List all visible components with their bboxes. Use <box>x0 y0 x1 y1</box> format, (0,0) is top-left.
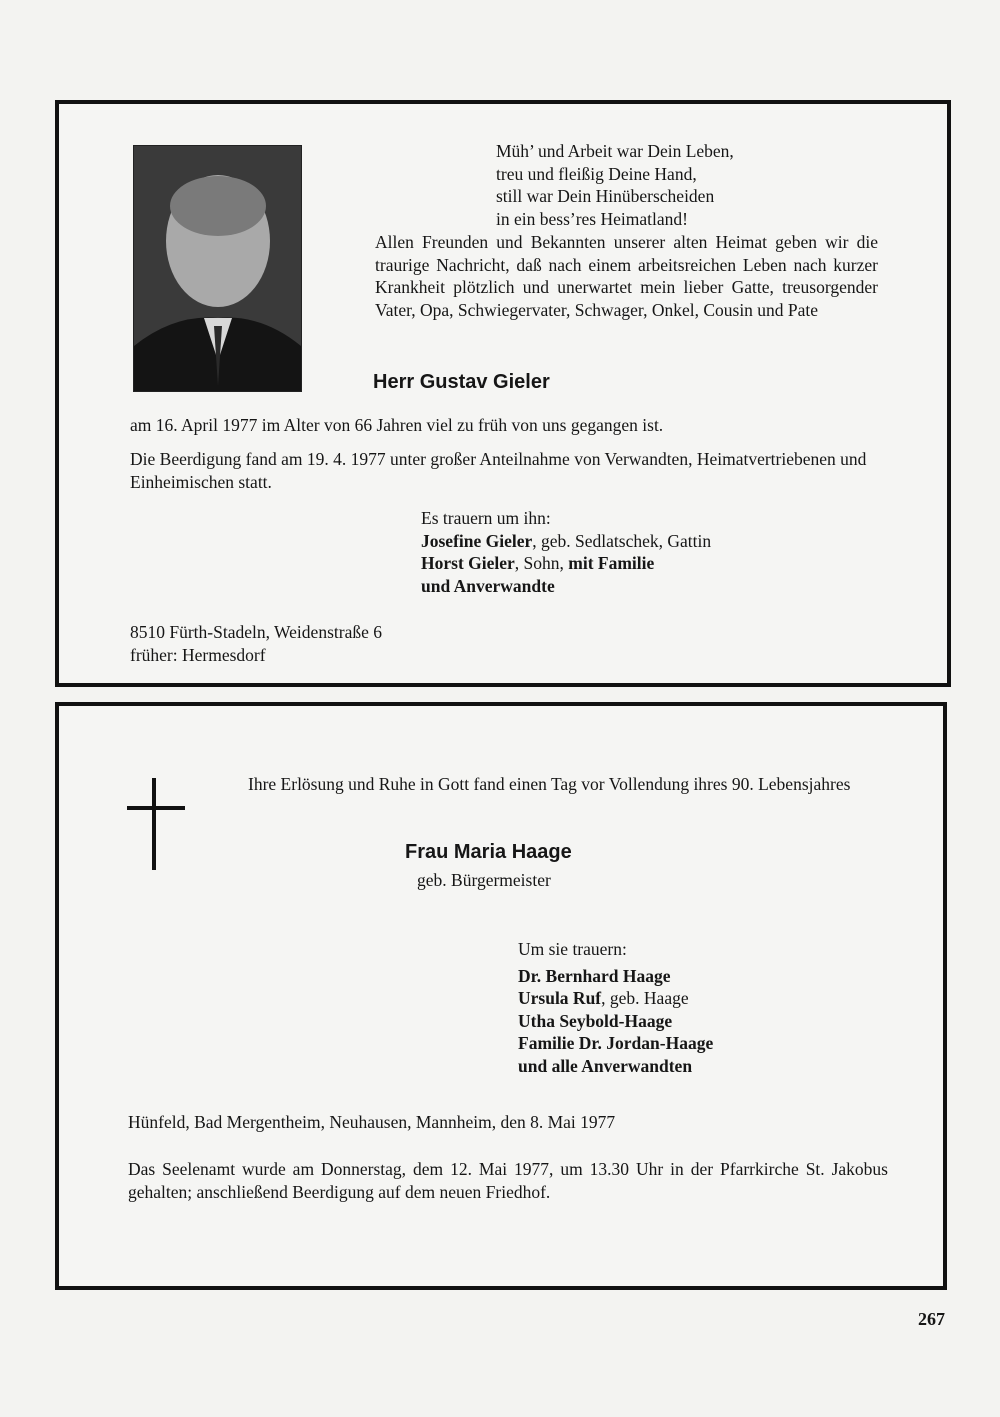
mourner-line: Josefine Gieler, geb. Sedlatschek, Gattin <box>421 530 712 551</box>
mourner-line: Horst Gieler, Sohn, mit Familie <box>421 553 655 573</box>
former-residence: früher: Hermesdorf <box>130 644 266 665</box>
portrait-figure <box>134 146 301 391</box>
death-statement: am 16. April 1977 im Alter von 66 Jahren viel zu früh von uns gegangen ist. <box>130 415 664 435</box>
poem-line: in ein bess’res Heimatland! <box>496 208 688 229</box>
mourners-list <box>421 507 841 597</box>
obituary-notice-gieler <box>55 100 951 687</box>
mourner-line: und Anverwandte <box>421 575 555 596</box>
deceased-name: Frau Maria Haage <box>405 841 572 863</box>
requiem-statement: Das Seelenamt wurde am Donnerstag, dem 12. Mai 1977, um 13.30 Uhr in der Pfarrkirche St. Jakobus gehalten; anschließend Beerdigung auf dem neuen Friedhof. <box>128 1159 888 1202</box>
maiden-name: geb. Bürgermeister <box>417 870 551 890</box>
announcement-text: Ihre Erlösung und Ruhe in Gott fand einen Tag vor Vollendung ihres 90. Lebensjahres <box>248 774 851 794</box>
mourners-heading: Es trauern um ihn: <box>421 508 551 528</box>
address-block <box>130 621 530 666</box>
portrait-photo <box>133 145 302 392</box>
poem <box>496 140 866 230</box>
cross-icon <box>127 778 185 870</box>
address: 8510 Fürth-Stadeln, Weidenstraße 6 <box>130 622 382 642</box>
announcement-text: Allen Freunden und Bekannten unserer alten Heimat geben wir die traurige Nachricht, daß nach einem arbeitsreichen Leben nach kurzer Krankheit plötzlich und unerwartet mein lieber Gatte, treusorgender Vater, Opa, Schwiegervater, Schwager, Onkel, Cousin und Pate <box>375 232 878 320</box>
mourners-list <box>518 938 898 1077</box>
burial-statement: Die Beerdigung fand am 19. 4. 1977 unter großer Anteilnahme von Verwandten, Heimatvertriebenen und Einheimischen statt. <box>130 449 867 492</box>
page-number: 267 <box>918 1309 945 1329</box>
deceased-name: Herr Gustav Gieler <box>373 371 550 393</box>
mourner-line: Utha Seybold-Haage <box>518 1010 673 1031</box>
places-and-date: Hünfeld, Bad Mergentheim, Neuhausen, Mannheim, den 8. Mai 1977 <box>128 1112 616 1132</box>
poem-line: still war Dein Hinüberscheiden <box>496 186 715 206</box>
mourner-line: Familie Dr. Jordan-Haage <box>518 1033 714 1053</box>
mourner-line: und alle Anverwandten <box>518 1055 693 1076</box>
obituary-notice-haage <box>55 702 947 1290</box>
poem-line: treu und fleißig Deine Hand, <box>496 163 697 184</box>
mourner-line: Dr. Bernhard Haage <box>518 965 671 986</box>
mourners-heading: Um sie trauern: <box>518 939 627 959</box>
mourner-line: Ursula Ruf, geb. Haage <box>518 988 689 1008</box>
poem-line: Müh’ und Arbeit war Dein Leben, <box>496 141 734 161</box>
